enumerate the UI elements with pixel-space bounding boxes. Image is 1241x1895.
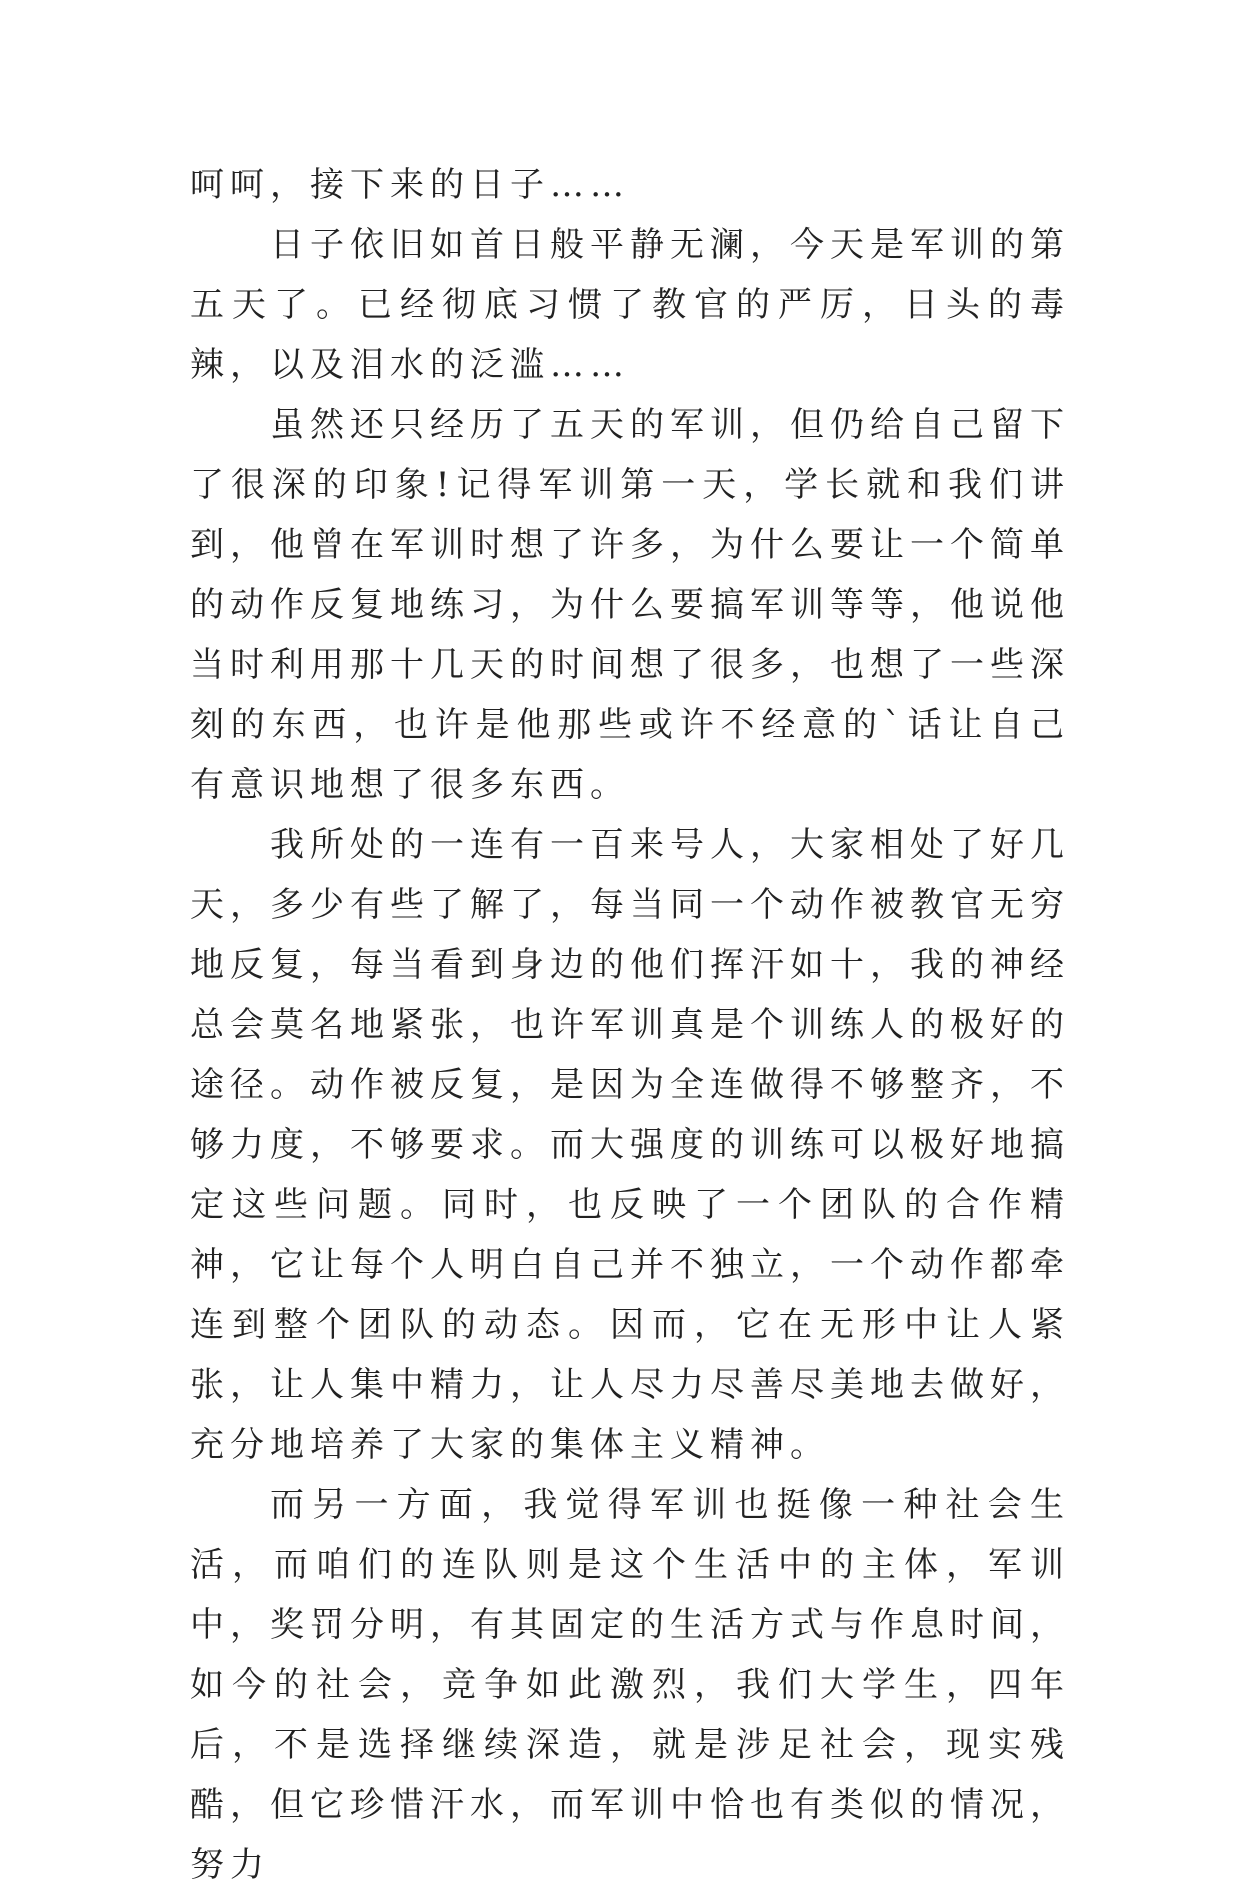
paragraph-3: 虽然还只经历了五天的军训，但仍给自己留下了很深的印象!记得军训第一天，学长就和我们讲到，他曾在军训时想了许多，为什么要让一个简单的动作反复地练习，为什么要搞军训等等，他说他当时利用那十几天的时间想了很多，也想了一些深刻的东西，也许是他那些或许不经意的`话让自己有意识地想了很多东西。	[190, 405, 1070, 805]
document-page	[190, 155, 1070, 1895]
paragraph-5: 而另一方面，我觉得军训也挺像一种社会生活，而咱们的连队则是这个生活中的主体，军训中，奖罚分明，有其固定的生活方式与作息时间，如今的社会，竞争如此激烈，我们大学生，四年后，不是选择继续深造，就是涉足社会，现实残酷，但它珍惜汗水，而军训中恰也有类似的情况，努力	[190, 1485, 1070, 1885]
paragraph-1: 呵呵，接下来的日子……	[190, 165, 630, 205]
paragraph-4: 我所处的一连有一百来号人，大家相处了好几天，多少有些了解了，每当同一个动作被教官无穷地反复，每当看到身边的他们挥汗如十，我的神经总会莫名地紧张，也许军训真是个训练人的极好的途径。动作被反复，是因为全连做得不够整齐，不够力度，不够要求。而大强度的训练可以极好地搞定这些问题。同时，也反映了一个团队的合作精神，它让每个人明白自己并不独立，一个动作都牵连到整个团队的动态。因而，它在无形中让人紧张，让人集中精力，让人尽力尽善尽美地去做好，充分地培养了大家的集体主义精神。	[190, 825, 1070, 1465]
paragraph-2: 日子依旧如首日般平静无澜，今天是军训的第五天了。已经彻底习惯了教官的严厉，日头的毒辣，以及泪水的泛滥……	[190, 225, 1070, 385]
